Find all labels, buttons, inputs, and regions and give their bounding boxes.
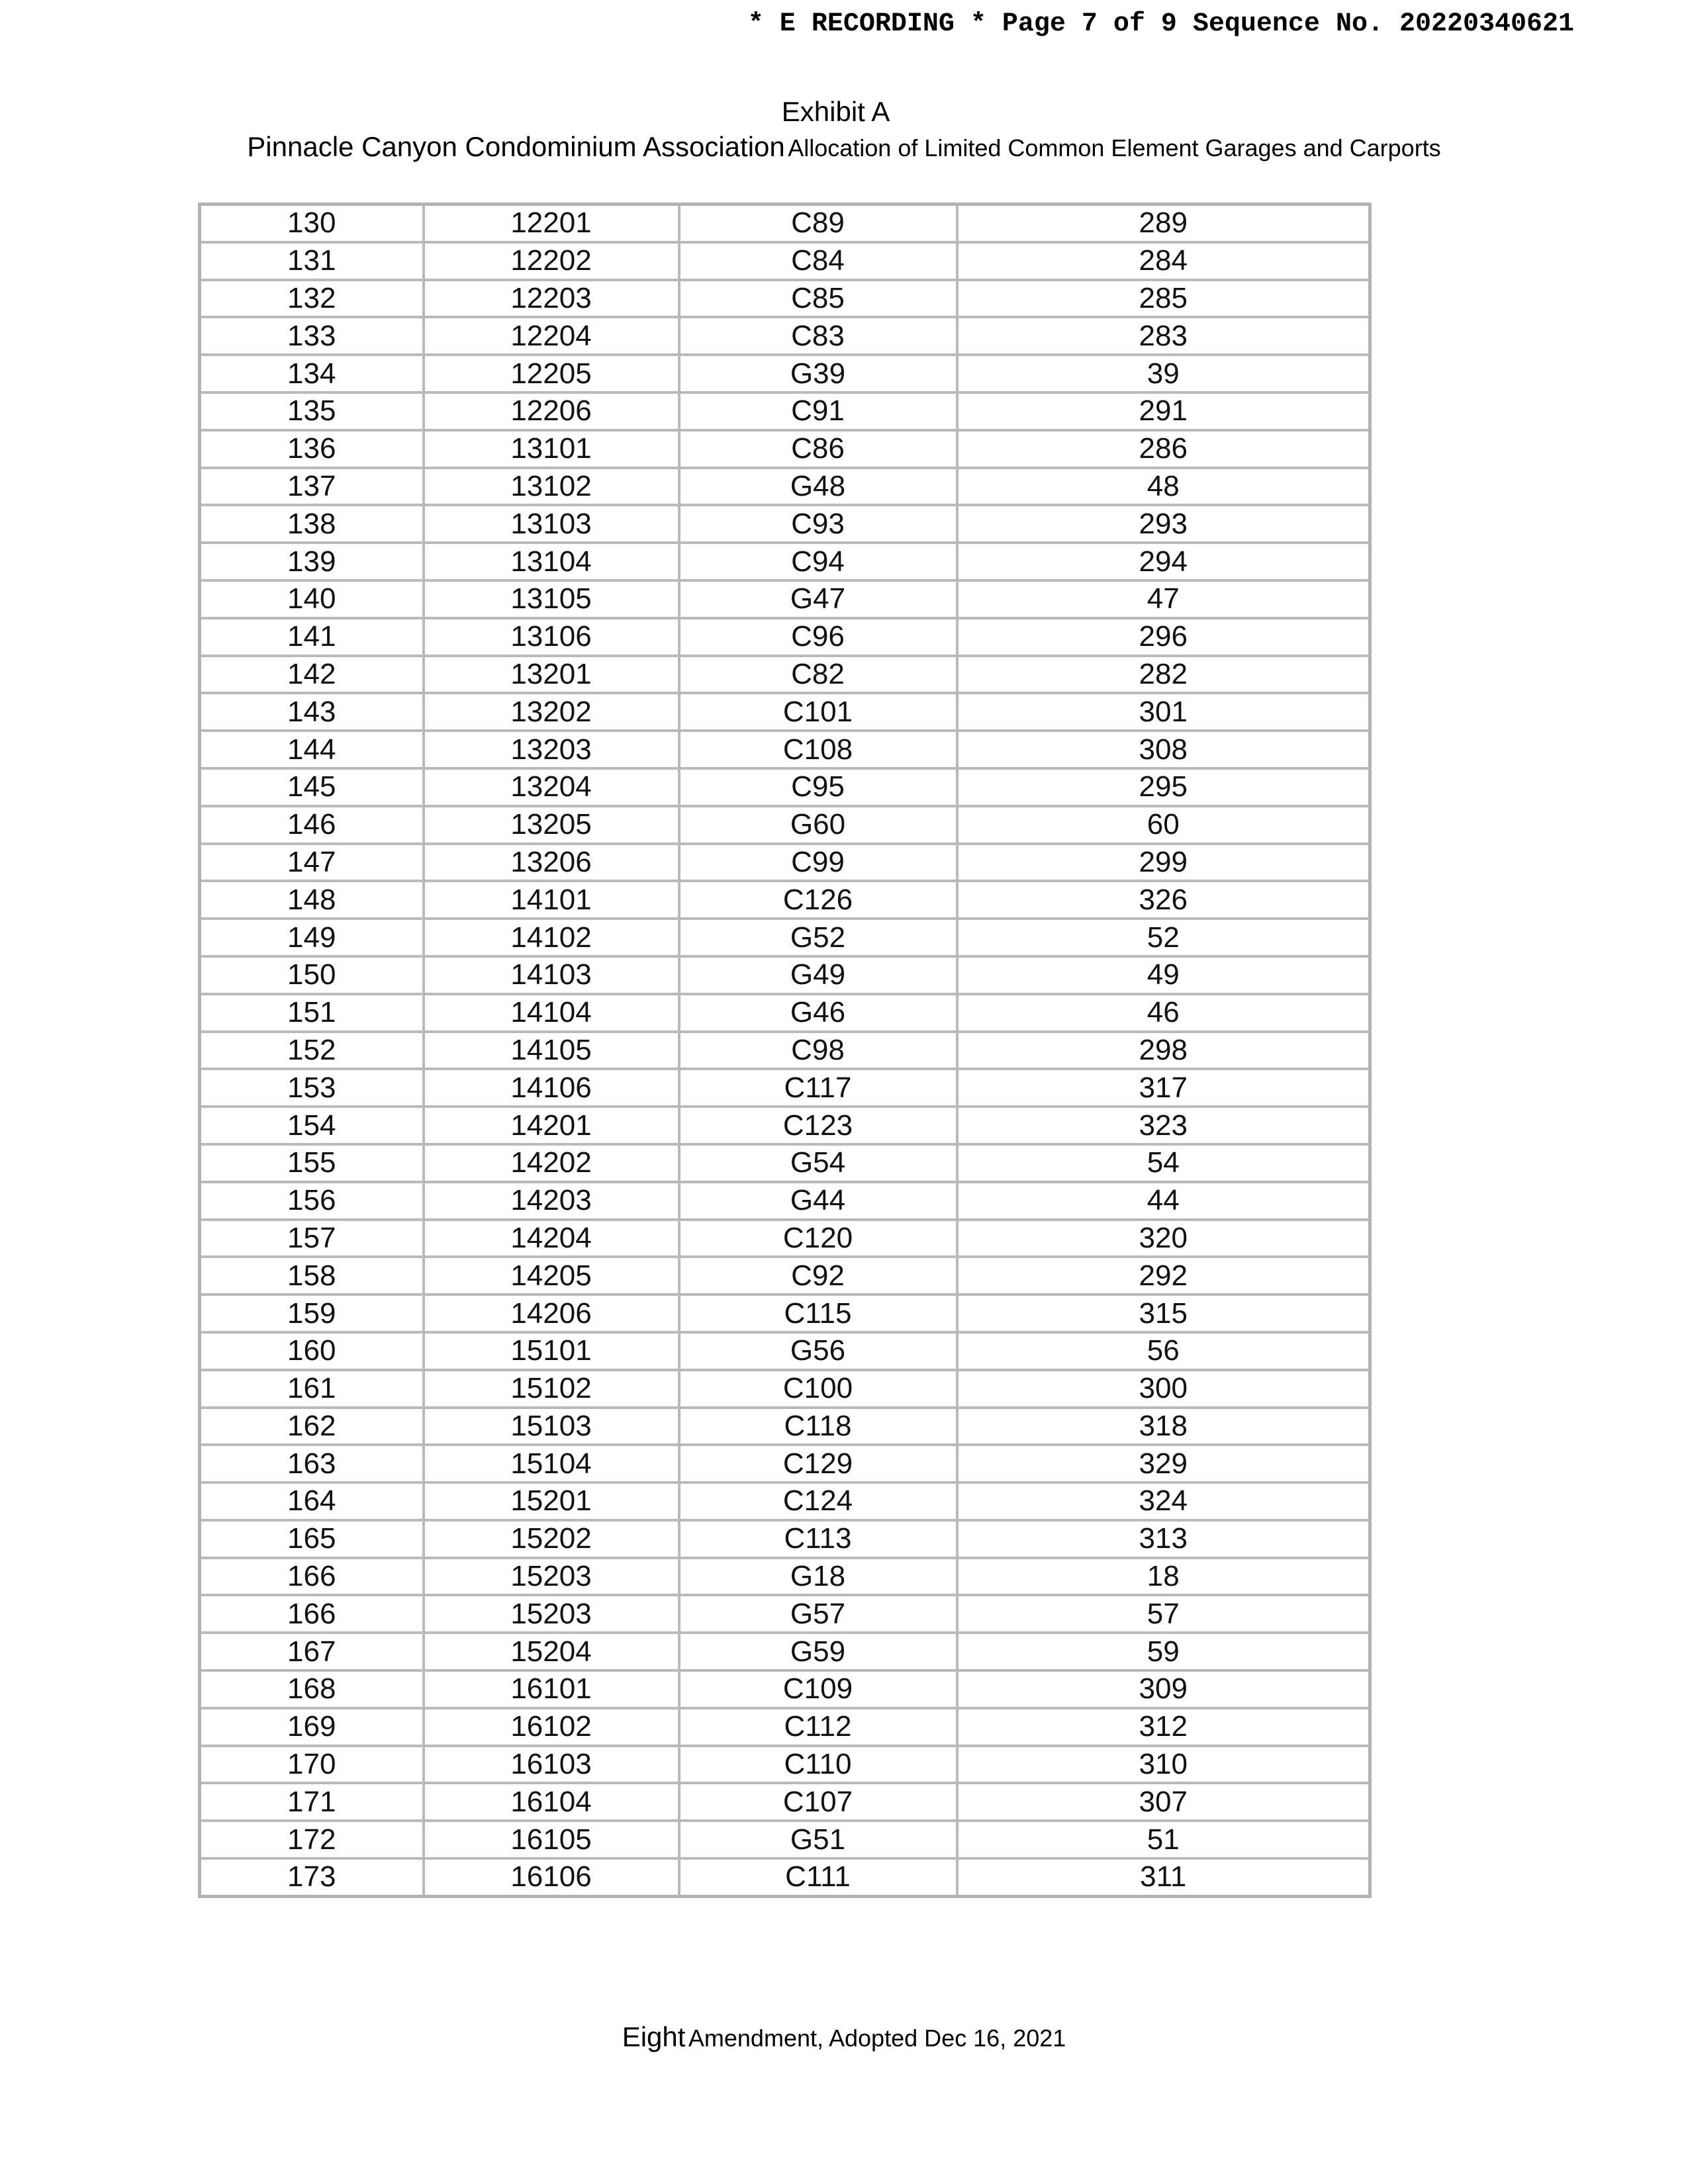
space-number-cell: 283 xyxy=(957,317,1370,355)
unit-address-cell: 14204 xyxy=(424,1220,679,1257)
space-number-cell: 286 xyxy=(957,430,1370,468)
unit-address-cell: 13201 xyxy=(424,656,679,694)
space-number-cell: 292 xyxy=(957,1257,1370,1295)
unit-number-cell: 141 xyxy=(200,618,424,656)
unit-address-cell: 14103 xyxy=(424,956,679,994)
space-id-cell: C117 xyxy=(679,1069,957,1107)
subtitle xyxy=(0,128,1688,173)
space-number-cell: 284 xyxy=(957,242,1370,280)
space-number-cell: 57 xyxy=(957,1595,1370,1633)
unit-address-cell: 15202 xyxy=(424,1520,679,1558)
space-number-cell: 313 xyxy=(957,1520,1370,1558)
unit-address-cell: 13203 xyxy=(424,731,679,768)
unit-number-cell: 162 xyxy=(200,1408,424,1445)
unit-address-cell: 14104 xyxy=(424,994,679,1032)
space-number-cell: 295 xyxy=(957,768,1370,806)
unit-number-cell: 146 xyxy=(200,806,424,844)
table-row xyxy=(200,956,1370,994)
table-row xyxy=(200,731,1370,768)
unit-address-cell: 13103 xyxy=(424,505,679,543)
space-id-cell: C110 xyxy=(679,1746,957,1784)
unit-number-cell: 147 xyxy=(200,844,424,882)
space-number-cell: 293 xyxy=(957,505,1370,543)
table-row xyxy=(200,1445,1370,1482)
space-number-cell: 285 xyxy=(957,280,1370,318)
unit-number-cell: 156 xyxy=(200,1182,424,1220)
association-name: Pinnacle Canyon Condominium Association xyxy=(247,131,785,162)
table-row xyxy=(200,1032,1370,1069)
unit-number-cell: 148 xyxy=(200,881,424,919)
space-number-cell: 324 xyxy=(957,1482,1370,1520)
table-row xyxy=(200,430,1370,468)
table-row xyxy=(200,1295,1370,1332)
space-number-cell: 309 xyxy=(957,1670,1370,1708)
space-id-cell: C109 xyxy=(679,1670,957,1708)
space-number-cell: 317 xyxy=(957,1069,1370,1107)
unit-address-cell: 16106 xyxy=(424,1858,679,1896)
space-id-cell: C120 xyxy=(679,1220,957,1257)
unit-address-cell: 15101 xyxy=(424,1332,679,1370)
space-id-cell: C115 xyxy=(679,1295,957,1332)
table-row xyxy=(200,693,1370,731)
table-row xyxy=(200,994,1370,1032)
table-row xyxy=(200,1482,1370,1520)
table-row xyxy=(200,1257,1370,1295)
unit-number-cell: 152 xyxy=(200,1032,424,1069)
space-number-cell: 318 xyxy=(957,1408,1370,1445)
table-row xyxy=(200,1069,1370,1107)
space-number-cell: 18 xyxy=(957,1558,1370,1596)
unit-number-cell: 140 xyxy=(200,580,424,618)
unit-number-cell: 150 xyxy=(200,956,424,994)
space-number-cell: 59 xyxy=(957,1633,1370,1670)
space-number-cell: 54 xyxy=(957,1144,1370,1182)
table-row xyxy=(200,1408,1370,1445)
recording-header: * E RECORDING * Page 7 of 9 Sequence No. 20220340621 xyxy=(747,9,1574,39)
unit-address-cell: 15204 xyxy=(424,1633,679,1670)
space-number-cell: 312 xyxy=(957,1708,1370,1746)
space-id-cell: G54 xyxy=(679,1144,957,1182)
unit-address-cell: 14106 xyxy=(424,1069,679,1107)
space-id-cell: C83 xyxy=(679,317,957,355)
unit-address-cell: 14205 xyxy=(424,1257,679,1295)
unit-address-cell: 16105 xyxy=(424,1821,679,1858)
space-id-cell: G46 xyxy=(679,994,957,1032)
space-id-cell: G52 xyxy=(679,919,957,956)
unit-number-cell: 149 xyxy=(200,919,424,956)
unit-number-cell: 133 xyxy=(200,317,424,355)
space-id-cell: C95 xyxy=(679,768,957,806)
table-row xyxy=(200,242,1370,280)
table-row xyxy=(200,1670,1370,1708)
unit-number-cell: 144 xyxy=(200,731,424,768)
footer-amendment: Amendment, Adopted Dec 16, 2021 xyxy=(688,2025,1066,2052)
unit-address-cell: 16103 xyxy=(424,1746,679,1784)
unit-number-cell: 134 xyxy=(200,355,424,392)
table-row xyxy=(200,1746,1370,1784)
space-id-cell: G47 xyxy=(679,580,957,618)
space-id-cell: C85 xyxy=(679,280,957,318)
unit-address-cell: 12206 xyxy=(424,392,679,430)
space-id-cell: C82 xyxy=(679,656,957,694)
space-number-cell: 323 xyxy=(957,1107,1370,1144)
space-id-cell: C96 xyxy=(679,618,957,656)
unit-address-cell: 13105 xyxy=(424,580,679,618)
space-id-cell: G44 xyxy=(679,1182,957,1220)
unit-address-cell: 13104 xyxy=(424,543,679,580)
table-row xyxy=(200,656,1370,694)
table-row xyxy=(200,543,1370,580)
table-row xyxy=(200,1332,1370,1370)
space-number-cell: 296 xyxy=(957,618,1370,656)
table-row xyxy=(200,844,1370,882)
table-row xyxy=(200,505,1370,543)
unit-number-cell: 159 xyxy=(200,1295,424,1332)
unit-address-cell: 12203 xyxy=(424,280,679,318)
allocation-table xyxy=(198,203,1372,1898)
space-id-cell: G48 xyxy=(679,468,957,506)
unit-address-cell: 15203 xyxy=(424,1595,679,1633)
unit-number-cell: 168 xyxy=(200,1670,424,1708)
space-id-cell: C129 xyxy=(679,1445,957,1482)
space-id-cell: G60 xyxy=(679,806,957,844)
footer xyxy=(0,2021,1688,2053)
space-id-cell: G59 xyxy=(679,1633,957,1670)
unit-address-cell: 16104 xyxy=(424,1783,679,1821)
unit-address-cell: 14101 xyxy=(424,881,679,919)
space-id-cell: C98 xyxy=(679,1032,957,1069)
unit-number-cell: 169 xyxy=(200,1708,424,1746)
space-number-cell: 298 xyxy=(957,1032,1370,1069)
table-row xyxy=(200,1708,1370,1746)
table-row xyxy=(200,618,1370,656)
unit-address-cell: 13102 xyxy=(424,468,679,506)
table-row xyxy=(200,468,1370,506)
space-id-cell: C126 xyxy=(679,881,957,919)
unit-number-cell: 139 xyxy=(200,543,424,580)
space-number-cell: 48 xyxy=(957,468,1370,506)
unit-number-cell: 142 xyxy=(200,656,424,694)
table-row xyxy=(200,1783,1370,1821)
table-row xyxy=(200,317,1370,355)
space-number-cell: 320 xyxy=(957,1220,1370,1257)
space-number-cell: 39 xyxy=(957,355,1370,392)
unit-address-cell: 14102 xyxy=(424,919,679,956)
table-row xyxy=(200,1370,1370,1408)
unit-number-cell: 173 xyxy=(200,1858,424,1896)
unit-number-cell: 170 xyxy=(200,1746,424,1784)
table-row xyxy=(200,919,1370,956)
space-number-cell: 308 xyxy=(957,731,1370,768)
space-number-cell: 300 xyxy=(957,1370,1370,1408)
unit-number-cell: 160 xyxy=(200,1332,424,1370)
unit-address-cell: 13204 xyxy=(424,768,679,806)
unit-number-cell: 172 xyxy=(200,1821,424,1858)
table-row xyxy=(200,806,1370,844)
space-id-cell: C123 xyxy=(679,1107,957,1144)
unit-address-cell: 13206 xyxy=(424,844,679,882)
space-id-cell: C93 xyxy=(679,505,957,543)
unit-address-cell: 12201 xyxy=(424,205,679,242)
unit-number-cell: 155 xyxy=(200,1144,424,1182)
space-number-cell: 294 xyxy=(957,543,1370,580)
unit-address-cell: 16101 xyxy=(424,1670,679,1708)
unit-address-cell: 13205 xyxy=(424,806,679,844)
space-id-cell: C113 xyxy=(679,1520,957,1558)
space-id-cell: G57 xyxy=(679,1595,957,1633)
title-block xyxy=(0,96,1688,173)
space-id-cell: C94 xyxy=(679,543,957,580)
unit-number-cell: 145 xyxy=(200,768,424,806)
unit-number-cell: 161 xyxy=(200,1370,424,1408)
table-row xyxy=(200,1821,1370,1858)
unit-number-cell: 153 xyxy=(200,1069,424,1107)
space-number-cell: 282 xyxy=(957,656,1370,694)
unit-number-cell: 132 xyxy=(200,280,424,318)
space-number-cell: 51 xyxy=(957,1821,1370,1858)
table-row xyxy=(200,1144,1370,1182)
unit-number-cell: 135 xyxy=(200,392,424,430)
table-row xyxy=(200,355,1370,392)
table-row xyxy=(200,580,1370,618)
table-row xyxy=(200,392,1370,430)
space-id-cell: C108 xyxy=(679,731,957,768)
table-row xyxy=(200,205,1370,242)
space-number-cell: 289 xyxy=(957,205,1370,242)
space-number-cell: 311 xyxy=(957,1858,1370,1896)
space-number-cell: 60 xyxy=(957,806,1370,844)
unit-number-cell: 165 xyxy=(200,1520,424,1558)
unit-address-cell: 15201 xyxy=(424,1482,679,1520)
unit-address-cell: 16102 xyxy=(424,1708,679,1746)
space-number-cell: 52 xyxy=(957,919,1370,956)
space-id-cell: G18 xyxy=(679,1558,957,1596)
allocation-title: Allocation of Limited Common Element Garages and Carports xyxy=(788,134,1441,161)
table-row xyxy=(200,1858,1370,1896)
unit-number-cell: 163 xyxy=(200,1445,424,1482)
table-row xyxy=(200,1220,1370,1257)
space-number-cell: 307 xyxy=(957,1783,1370,1821)
table-row xyxy=(200,1595,1370,1633)
unit-address-cell: 15103 xyxy=(424,1408,679,1445)
space-id-cell: C118 xyxy=(679,1408,957,1445)
unit-address-cell: 15104 xyxy=(424,1445,679,1482)
unit-address-cell: 15102 xyxy=(424,1370,679,1408)
space-id-cell: C112 xyxy=(679,1708,957,1746)
space-number-cell: 315 xyxy=(957,1295,1370,1332)
space-number-cell: 47 xyxy=(957,580,1370,618)
space-id-cell: G51 xyxy=(679,1821,957,1858)
unit-address-cell: 14201 xyxy=(424,1107,679,1144)
unit-address-cell: 12204 xyxy=(424,317,679,355)
unit-address-cell: 13101 xyxy=(424,430,679,468)
table-row xyxy=(200,768,1370,806)
space-id-cell: C99 xyxy=(679,844,957,882)
table-row xyxy=(200,1520,1370,1558)
unit-number-cell: 130 xyxy=(200,205,424,242)
space-number-cell: 44 xyxy=(957,1182,1370,1220)
space-id-cell: G39 xyxy=(679,355,957,392)
space-id-cell: C107 xyxy=(679,1783,957,1821)
table-row xyxy=(200,881,1370,919)
unit-number-cell: 137 xyxy=(200,468,424,506)
unit-address-cell: 14105 xyxy=(424,1032,679,1069)
unit-number-cell: 154 xyxy=(200,1107,424,1144)
unit-number-cell: 166 xyxy=(200,1595,424,1633)
space-number-cell: 326 xyxy=(957,881,1370,919)
unit-address-cell: 14203 xyxy=(424,1182,679,1220)
table-row xyxy=(200,1558,1370,1596)
space-number-cell: 56 xyxy=(957,1332,1370,1370)
space-number-cell: 310 xyxy=(957,1746,1370,1784)
unit-address-cell: 14202 xyxy=(424,1144,679,1182)
space-id-cell: C100 xyxy=(679,1370,957,1408)
allocation-table-body xyxy=(200,205,1370,1897)
unit-address-cell: 13106 xyxy=(424,618,679,656)
unit-number-cell: 171 xyxy=(200,1783,424,1821)
unit-number-cell: 167 xyxy=(200,1633,424,1670)
space-number-cell: 299 xyxy=(957,844,1370,882)
unit-number-cell: 157 xyxy=(200,1220,424,1257)
space-id-cell: C101 xyxy=(679,693,957,731)
unit-address-cell: 13202 xyxy=(424,693,679,731)
space-id-cell: C111 xyxy=(679,1858,957,1896)
table-row xyxy=(200,1107,1370,1144)
space-id-cell: C89 xyxy=(679,205,957,242)
space-number-cell: 49 xyxy=(957,956,1370,994)
unit-number-cell: 138 xyxy=(200,505,424,543)
space-id-cell: G49 xyxy=(679,956,957,994)
unit-number-cell: 158 xyxy=(200,1257,424,1295)
space-id-cell: C91 xyxy=(679,392,957,430)
unit-number-cell: 166 xyxy=(200,1558,424,1596)
unit-address-cell: 14206 xyxy=(424,1295,679,1332)
space-number-cell: 329 xyxy=(957,1445,1370,1482)
table-row xyxy=(200,1182,1370,1220)
space-number-cell: 291 xyxy=(957,392,1370,430)
space-id-cell: C86 xyxy=(679,430,957,468)
unit-address-cell: 12202 xyxy=(424,242,679,280)
table-row xyxy=(200,280,1370,318)
unit-number-cell: 151 xyxy=(200,994,424,1032)
space-number-cell: 46 xyxy=(957,994,1370,1032)
space-id-cell: C84 xyxy=(679,242,957,280)
space-id-cell: C92 xyxy=(679,1257,957,1295)
space-id-cell: C124 xyxy=(679,1482,957,1520)
unit-number-cell: 164 xyxy=(200,1482,424,1520)
unit-number-cell: 143 xyxy=(200,693,424,731)
space-number-cell: 301 xyxy=(957,693,1370,731)
unit-number-cell: 136 xyxy=(200,430,424,468)
space-id-cell: G56 xyxy=(679,1332,957,1370)
unit-address-cell: 12205 xyxy=(424,355,679,392)
table-row xyxy=(200,1633,1370,1670)
exhibit-title: Exhibit A xyxy=(781,96,890,127)
unit-address-cell: 15203 xyxy=(424,1558,679,1596)
footer-eight: Eight xyxy=(622,2021,686,2052)
unit-number-cell: 131 xyxy=(200,242,424,280)
